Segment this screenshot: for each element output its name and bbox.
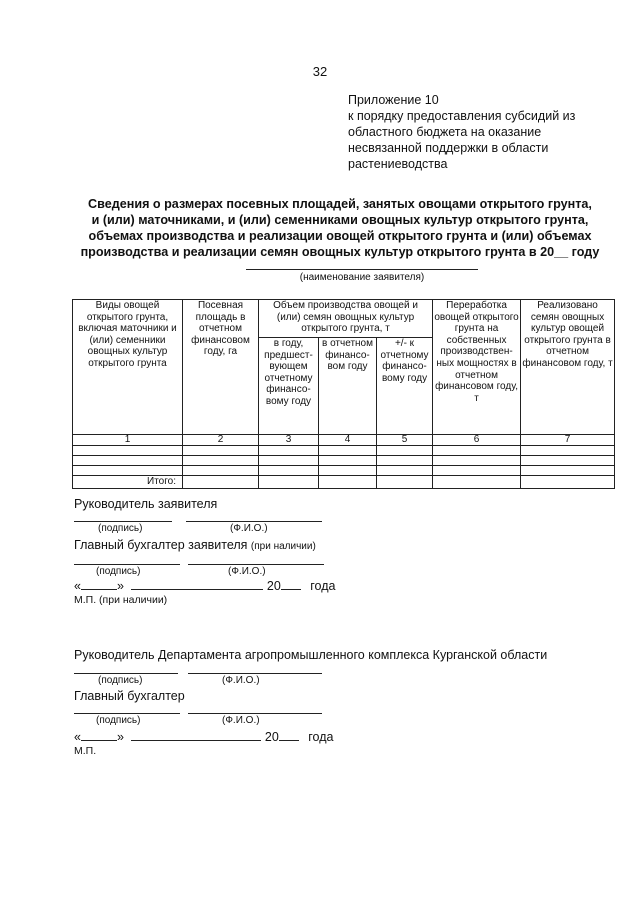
total-label: Итого: <box>73 476 183 489</box>
year-prefix: 20 <box>264 730 279 744</box>
total-row <box>73 476 615 489</box>
signature-line[interactable] <box>74 713 180 714</box>
column-number: 5 <box>377 435 433 446</box>
accountant-note: (при наличии) <box>250 541 316 552</box>
table-cell[interactable] <box>259 476 319 489</box>
table-cell[interactable] <box>433 456 521 466</box>
signature-caption: (подпись) <box>96 566 141 577</box>
month-field[interactable] <box>131 578 263 590</box>
table-cell[interactable] <box>183 446 259 456</box>
document-title <box>60 196 620 260</box>
table-cell[interactable] <box>377 456 433 466</box>
table-row <box>73 466 615 476</box>
signature-caption: (подпись) <box>98 523 143 534</box>
name-caption: (Ф.И.О.) <box>228 566 266 577</box>
appendix-line: к порядку предоставления субсидий из <box>348 109 576 123</box>
name-line[interactable] <box>186 521 322 522</box>
title-line: и (или) маточниками, и (или) семенниками овощных культур открытого грунта, <box>91 213 589 227</box>
name-line[interactable] <box>188 713 322 714</box>
year-suffix: года <box>310 579 336 593</box>
header-col3: в году, предшест-вующем отчетному финансо-вому году <box>259 338 319 435</box>
table-cell[interactable] <box>377 476 433 489</box>
table-cell[interactable] <box>183 456 259 466</box>
page-number: 32 <box>312 64 328 79</box>
column-number: 4 <box>319 435 377 446</box>
year-field[interactable] <box>281 578 301 590</box>
table-cell[interactable] <box>183 476 259 489</box>
table-cell[interactable] <box>521 466 615 476</box>
table-cell[interactable] <box>521 456 615 466</box>
date-open-quote: « <box>74 579 81 593</box>
applicant-stamp-note: М.П. (при наличии) <box>74 594 168 606</box>
column-numbers-row <box>73 435 615 446</box>
table-cell[interactable] <box>433 466 521 476</box>
applicant-name-line[interactable] <box>246 269 478 270</box>
signature-caption: (подпись) <box>96 715 141 726</box>
header-volume-group: Объем производства овощей и (или) семян овощных культур открытого грунта, т <box>259 300 433 338</box>
date-close-quote: » <box>116 579 124 593</box>
header-col5: +/- к отчетному финансо-вому году <box>377 338 433 435</box>
table-cell[interactable] <box>377 466 433 476</box>
signature-line[interactable] <box>74 673 178 674</box>
title-line: Сведения о размерах посевных площадей, занятых овощами открытого грунта, <box>88 197 592 211</box>
table-cell[interactable] <box>73 446 183 456</box>
table-cell[interactable] <box>259 456 319 466</box>
table-cell[interactable] <box>433 446 521 456</box>
title-line: объемах производства и реализации овощей открытого грунта и (или) объемах <box>88 229 592 243</box>
name-caption: (Ф.И.О.) <box>222 675 260 686</box>
year-suffix: года <box>308 730 334 744</box>
table-cell[interactable] <box>73 466 183 476</box>
name-line[interactable] <box>188 564 324 565</box>
table-cell[interactable] <box>73 456 183 466</box>
appendix-block <box>348 92 575 172</box>
column-number: 3 <box>259 435 319 446</box>
appendix-line: Приложение 10 <box>348 93 439 107</box>
column-number: 7 <box>521 435 615 446</box>
table-row <box>73 456 615 466</box>
applicant-head-title: Руководитель заявителя <box>74 497 218 511</box>
column-number: 6 <box>433 435 521 446</box>
table-cell[interactable] <box>319 476 377 489</box>
header-col4: в отчетном финансо-вом году <box>319 338 377 435</box>
year-field[interactable] <box>279 729 299 741</box>
applicant-date-row <box>74 578 335 593</box>
department-date-row <box>74 729 333 744</box>
department-accountant-title: Главный бухгалтер <box>74 689 185 703</box>
header-col2: Посевная площадь в отчетном финансовом году, га <box>183 300 259 435</box>
applicant-name-caption: (наименование заявителя) <box>299 272 425 283</box>
header-col6: Переработка овощей открытого грунта на собственных производствен-ных мощностях в отчетном финансовом году, т <box>433 300 521 435</box>
table-cell[interactable] <box>319 456 377 466</box>
header-col7: Реализовано семян овощных культур овощей открытого грунта в отчетном финансовом году, т <box>521 300 615 435</box>
appendix-line: растениеводства <box>348 157 448 171</box>
table-row <box>73 446 615 456</box>
day-field[interactable] <box>81 729 117 741</box>
date-open-quote: « <box>74 730 81 744</box>
table-cell[interactable] <box>521 446 615 456</box>
accountant-title-text: Главный бухгалтер заявителя <box>74 538 248 552</box>
table-cell[interactable] <box>259 466 319 476</box>
column-number: 2 <box>183 435 259 446</box>
applicant-accountant-title <box>74 538 316 552</box>
month-field[interactable] <box>131 729 261 741</box>
name-line[interactable] <box>188 673 322 674</box>
day-field[interactable] <box>81 578 117 590</box>
title-line: производства и реализации семян овощных культур открытого грунта в 20__ году <box>80 245 600 259</box>
department-stamp-note: М.П. <box>74 745 97 757</box>
header-col1: Виды овощей открытого грунта, включая маточники и (или) семенники овощных культур открытого грунта <box>73 300 183 435</box>
table-cell[interactable] <box>521 476 615 489</box>
appendix-line: областного бюджета на оказание <box>348 125 542 139</box>
table-cell[interactable] <box>319 446 377 456</box>
signature-line[interactable] <box>74 521 172 522</box>
data-table <box>72 299 615 489</box>
signature-line[interactable] <box>74 564 180 565</box>
year-prefix: 20 <box>266 579 281 593</box>
name-caption: (Ф.И.О.) <box>222 715 260 726</box>
department-head-title: Руководитель Департамента агропромышленного комплекса Курганской области <box>74 648 548 662</box>
table-cell[interactable] <box>183 466 259 476</box>
name-caption: (Ф.И.О.) <box>230 523 268 534</box>
signature-caption: (подпись) <box>98 675 143 686</box>
table-cell[interactable] <box>377 446 433 456</box>
appendix-line: несвязанной поддержки в области <box>348 141 549 155</box>
table-cell[interactable] <box>259 446 319 456</box>
column-number: 1 <box>73 435 183 446</box>
date-close-quote: » <box>116 730 124 744</box>
table-cell[interactable] <box>433 476 521 489</box>
table-cell[interactable] <box>319 466 377 476</box>
